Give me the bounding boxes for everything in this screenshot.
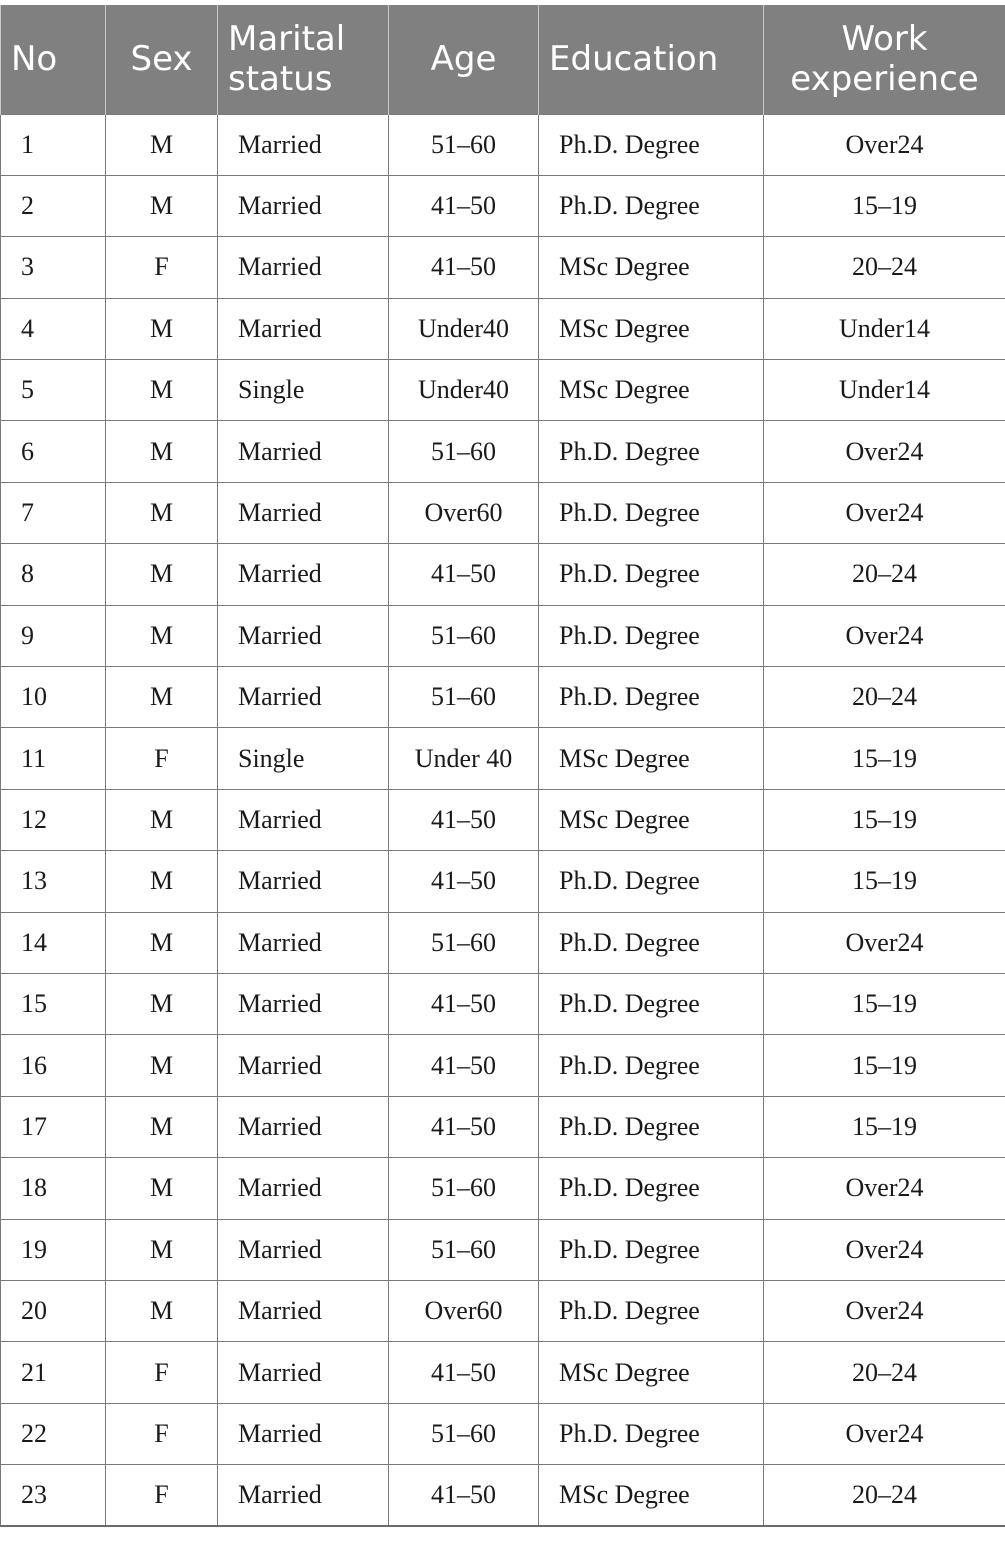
- cell-work-experience: Over24: [764, 482, 1005, 543]
- cell-sex: F: [106, 1403, 218, 1464]
- table-row: [1, 544, 1005, 605]
- cell-no: 2: [1, 175, 106, 236]
- cell-work-experience: 15–19: [764, 789, 1005, 850]
- table-row: [1, 667, 1005, 728]
- cell-sex: M: [106, 114, 218, 175]
- cell-marital-status: Married: [218, 482, 389, 543]
- cell-age: 41–50: [389, 789, 539, 850]
- header-work-line1: Work: [841, 19, 928, 60]
- cell-work-experience: Over24: [764, 1158, 1005, 1219]
- cell-work-experience: Over24: [764, 1403, 1005, 1464]
- cell-no: 6: [1, 421, 106, 482]
- cell-no: 21: [1, 1342, 106, 1403]
- header-row: [1, 5, 1005, 114]
- cell-marital-status: Married: [218, 298, 389, 359]
- cell-no: 7: [1, 482, 106, 543]
- cell-sex: M: [106, 605, 218, 666]
- cell-age: Over60: [389, 1280, 539, 1341]
- cell-education: Ph.D. Degree: [539, 1280, 764, 1341]
- cell-work-experience: 20–24: [764, 544, 1005, 605]
- header-marital-line1: Marital: [228, 19, 346, 60]
- table-row: [1, 973, 1005, 1034]
- cell-work-experience: Under14: [764, 360, 1005, 421]
- cell-no: 23: [1, 1465, 106, 1526]
- header-age-label: Age: [430, 39, 497, 80]
- cell-marital-status: Married: [218, 973, 389, 1034]
- cell-work-experience: Over24: [764, 1219, 1005, 1280]
- cell-no: 3: [1, 237, 106, 298]
- cell-work-experience: Over24: [764, 114, 1005, 175]
- participants-table: [0, 5, 1005, 1527]
- cell-marital-status: Married: [218, 1158, 389, 1219]
- cell-education: Ph.D. Degree: [539, 851, 764, 912]
- cell-sex: F: [106, 728, 218, 789]
- cell-education: MSc Degree: [539, 360, 764, 421]
- cell-no: 14: [1, 912, 106, 973]
- cell-sex: M: [106, 360, 218, 421]
- table-row: [1, 1465, 1005, 1526]
- cell-sex: M: [106, 1219, 218, 1280]
- cell-education: Ph.D. Degree: [539, 114, 764, 175]
- cell-marital-status: Married: [218, 912, 389, 973]
- cell-sex: M: [106, 973, 218, 1034]
- cell-marital-status: Married: [218, 1280, 389, 1341]
- cell-age: 41–50: [389, 1342, 539, 1403]
- cell-marital-status: Married: [218, 175, 389, 236]
- table-row: [1, 1096, 1005, 1157]
- cell-age: 51–60: [389, 1219, 539, 1280]
- cell-no: 8: [1, 544, 106, 605]
- cell-education: Ph.D. Degree: [539, 175, 764, 236]
- cell-marital-status: Married: [218, 1035, 389, 1096]
- cell-no: 19: [1, 1219, 106, 1280]
- header-sex-label: Sex: [130, 39, 193, 80]
- cell-marital-status: Married: [218, 1096, 389, 1157]
- table-row: [1, 605, 1005, 666]
- cell-no: 16: [1, 1035, 106, 1096]
- cell-sex: M: [106, 667, 218, 728]
- header-education: [539, 5, 764, 114]
- cell-sex: M: [106, 1158, 218, 1219]
- cell-sex: M: [106, 421, 218, 482]
- table-row: [1, 851, 1005, 912]
- cell-sex: F: [106, 1342, 218, 1403]
- table-row: [1, 237, 1005, 298]
- cell-work-experience: 20–24: [764, 667, 1005, 728]
- table-row: [1, 789, 1005, 850]
- cell-education: Ph.D. Degree: [539, 1035, 764, 1096]
- cell-education: Ph.D. Degree: [539, 1403, 764, 1464]
- table-row: [1, 1035, 1005, 1096]
- cell-sex: M: [106, 1096, 218, 1157]
- table-body: [1, 114, 1005, 1526]
- cell-education: Ph.D. Degree: [539, 1096, 764, 1157]
- cell-sex: M: [106, 482, 218, 543]
- cell-marital-status: Single: [218, 728, 389, 789]
- cell-education: Ph.D. Degree: [539, 667, 764, 728]
- cell-marital-status: Married: [218, 421, 389, 482]
- table-row: [1, 482, 1005, 543]
- cell-age: Under40: [389, 360, 539, 421]
- cell-marital-status: Married: [218, 1403, 389, 1464]
- table-row: [1, 1403, 1005, 1464]
- cell-no: 20: [1, 1280, 106, 1341]
- header-sex: [106, 5, 218, 114]
- cell-no: 12: [1, 789, 106, 850]
- cell-no: 10: [1, 667, 106, 728]
- cell-no: 22: [1, 1403, 106, 1464]
- cell-sex: F: [106, 237, 218, 298]
- header-marital-line2: status: [228, 59, 333, 100]
- cell-work-experience: 20–24: [764, 1465, 1005, 1526]
- cell-marital-status: Married: [218, 1342, 389, 1403]
- cell-no: 17: [1, 1096, 106, 1157]
- cell-education: MSc Degree: [539, 789, 764, 850]
- table-row: [1, 298, 1005, 359]
- table-row: [1, 1342, 1005, 1403]
- cell-work-experience: 15–19: [764, 851, 1005, 912]
- cell-work-experience: 15–19: [764, 1096, 1005, 1157]
- cell-education: Ph.D. Degree: [539, 421, 764, 482]
- cell-sex: M: [106, 789, 218, 850]
- table-row: [1, 1158, 1005, 1219]
- cell-work-experience: 20–24: [764, 237, 1005, 298]
- header-work-experience: [764, 5, 1005, 114]
- cell-work-experience: 15–19: [764, 973, 1005, 1034]
- cell-age: 41–50: [389, 237, 539, 298]
- cell-age: 41–50: [389, 544, 539, 605]
- cell-no: 9: [1, 605, 106, 666]
- cell-education: MSc Degree: [539, 237, 764, 298]
- cell-education: Ph.D. Degree: [539, 605, 764, 666]
- cell-marital-status: Married: [218, 237, 389, 298]
- cell-sex: M: [106, 1280, 218, 1341]
- cell-marital-status: Single: [218, 360, 389, 421]
- cell-marital-status: Married: [218, 544, 389, 605]
- table-row: [1, 421, 1005, 482]
- cell-marital-status: Married: [218, 1219, 389, 1280]
- header-work-line2: experience: [790, 59, 979, 100]
- header-education-label: Education: [549, 39, 719, 80]
- header-no-label: No: [11, 39, 58, 80]
- table-row: [1, 728, 1005, 789]
- cell-education: MSc Degree: [539, 1342, 764, 1403]
- table-row: [1, 912, 1005, 973]
- cell-age: 51–60: [389, 1158, 539, 1219]
- cell-marital-status: Married: [218, 605, 389, 666]
- cell-marital-status: Married: [218, 667, 389, 728]
- cell-sex: F: [106, 1465, 218, 1526]
- cell-education: Ph.D. Degree: [539, 544, 764, 605]
- cell-age: 51–60: [389, 912, 539, 973]
- cell-work-experience: 15–19: [764, 728, 1005, 789]
- cell-age: 51–60: [389, 114, 539, 175]
- cell-education: MSc Degree: [539, 1465, 764, 1526]
- cell-no: 13: [1, 851, 106, 912]
- cell-age: 51–60: [389, 421, 539, 482]
- cell-age: 51–60: [389, 605, 539, 666]
- cell-age: 41–50: [389, 175, 539, 236]
- cell-education: Ph.D. Degree: [539, 1219, 764, 1280]
- cell-work-experience: 15–19: [764, 1035, 1005, 1096]
- cell-age: 41–50: [389, 973, 539, 1034]
- cell-education: MSc Degree: [539, 728, 764, 789]
- cell-no: 18: [1, 1158, 106, 1219]
- cell-sex: M: [106, 851, 218, 912]
- cell-marital-status: Married: [218, 1465, 389, 1526]
- cell-sex: M: [106, 544, 218, 605]
- cell-age: Under 40: [389, 728, 539, 789]
- cell-education: Ph.D. Degree: [539, 912, 764, 973]
- cell-work-experience: 20–24: [764, 1342, 1005, 1403]
- header-no: [1, 5, 106, 114]
- table-row: [1, 175, 1005, 236]
- cell-no: 11: [1, 728, 106, 789]
- cell-work-experience: 15–19: [764, 175, 1005, 236]
- cell-no: 4: [1, 298, 106, 359]
- cell-sex: M: [106, 298, 218, 359]
- cell-education: Ph.D. Degree: [539, 1158, 764, 1219]
- cell-work-experience: Over24: [764, 1280, 1005, 1341]
- cell-age: 41–50: [389, 851, 539, 912]
- header-age: [389, 5, 539, 114]
- cell-sex: M: [106, 912, 218, 973]
- cell-work-experience: Over24: [764, 421, 1005, 482]
- cell-work-experience: Under14: [764, 298, 1005, 359]
- cell-age: 41–50: [389, 1035, 539, 1096]
- header-marital-status: [218, 5, 389, 114]
- cell-no: 15: [1, 973, 106, 1034]
- cell-age: 51–60: [389, 1403, 539, 1464]
- table-row: [1, 114, 1005, 175]
- cell-no: 1: [1, 114, 106, 175]
- cell-education: MSc Degree: [539, 298, 764, 359]
- cell-age: 51–60: [389, 667, 539, 728]
- cell-marital-status: Married: [218, 789, 389, 850]
- cell-age: Over60: [389, 482, 539, 543]
- cell-work-experience: Over24: [764, 912, 1005, 973]
- cell-work-experience: Over24: [764, 605, 1005, 666]
- table-row: [1, 1219, 1005, 1280]
- table-row: [1, 360, 1005, 421]
- cell-age: 41–50: [389, 1096, 539, 1157]
- cell-education: Ph.D. Degree: [539, 482, 764, 543]
- table-header: [1, 5, 1005, 114]
- cell-age: 41–50: [389, 1465, 539, 1526]
- cell-marital-status: Married: [218, 851, 389, 912]
- cell-education: Ph.D. Degree: [539, 973, 764, 1034]
- cell-sex: M: [106, 175, 218, 236]
- cell-sex: M: [106, 1035, 218, 1096]
- cell-marital-status: Married: [218, 114, 389, 175]
- cell-age: Under40: [389, 298, 539, 359]
- cell-no: 5: [1, 360, 106, 421]
- table-row: [1, 1280, 1005, 1341]
